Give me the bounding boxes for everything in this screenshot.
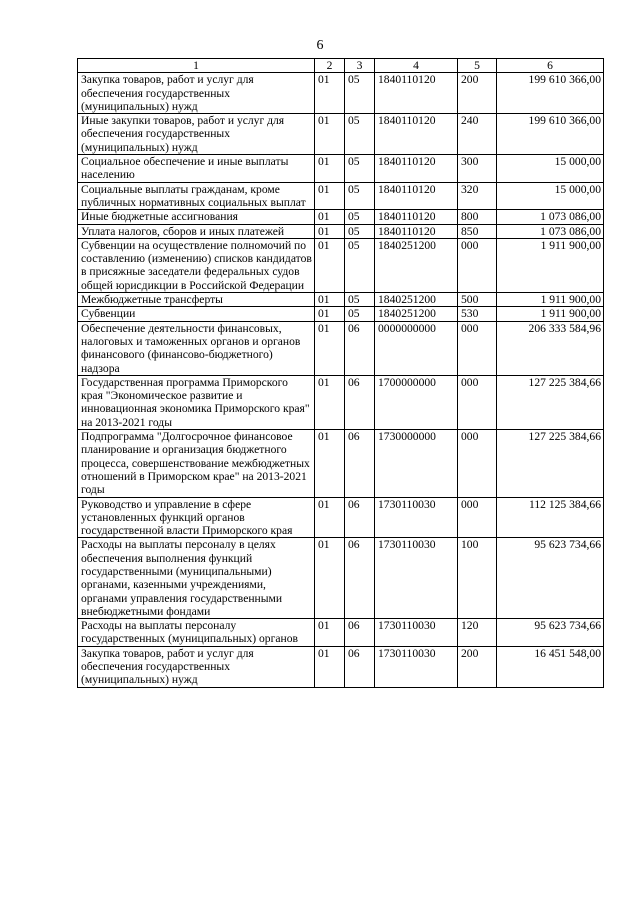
table-row xyxy=(78,224,604,238)
row-code-4: 1730110030 xyxy=(375,538,458,619)
table-row xyxy=(78,238,604,292)
row-name: Руководство и управление в сфере установленных функций органов государственной власти Приморского края xyxy=(78,497,315,538)
row-code-4: 0000000000 xyxy=(375,321,458,375)
row-code-5: 120 xyxy=(458,619,497,647)
row-code-4: 1840251200 xyxy=(375,293,458,307)
row-amount: 1 073 086,00 xyxy=(497,224,604,238)
row-name: Подпрограмма "Долгосрочное финансовое планирование и организация бюджетного процесса, совершенствование межбюджетных отношений в Приморском крае" на 2013-2021 годы xyxy=(78,430,315,497)
table-row xyxy=(78,73,604,114)
row-code-2: 01 xyxy=(315,307,345,321)
row-name: Уплата налогов, сборов и иных платежей xyxy=(78,224,315,238)
row-code-5: 800 xyxy=(458,210,497,224)
table-row xyxy=(78,538,604,619)
row-code-2: 01 xyxy=(315,182,345,210)
row-code-3: 06 xyxy=(345,619,375,647)
row-code-3: 06 xyxy=(345,321,375,375)
row-code-2: 01 xyxy=(315,293,345,307)
row-code-3: 05 xyxy=(345,114,375,155)
table-row xyxy=(78,375,604,429)
row-name: Межбюджетные трансферты xyxy=(78,293,315,307)
row-code-5: 320 xyxy=(458,182,497,210)
table-row xyxy=(78,155,604,183)
row-code-4: 1730110030 xyxy=(375,497,458,538)
page-number: 6 xyxy=(316,38,324,53)
row-name: Государственная программа Приморского края "Экономическое развитие и инновационная экономика Приморского края" на 2013-2021 годы xyxy=(78,375,315,429)
header-col-2: 2 xyxy=(315,59,345,73)
row-code-3: 05 xyxy=(345,238,375,292)
row-code-3: 06 xyxy=(345,538,375,619)
row-amount: 15 000,00 xyxy=(497,155,604,183)
row-name: Закупка товаров, работ и услуг для обеспечения государственных (муниципальных) нужд xyxy=(78,646,315,687)
row-code-2: 01 xyxy=(315,646,345,687)
row-code-5: 850 xyxy=(458,224,497,238)
row-code-3: 05 xyxy=(345,307,375,321)
row-name: Закупка товаров, работ и услуг для обеспечения государственных (муниципальных) нужд xyxy=(78,73,315,114)
row-code-4: 1730110030 xyxy=(375,619,458,647)
row-code-5: 500 xyxy=(458,293,497,307)
row-code-2: 01 xyxy=(315,375,345,429)
header-col-1: 1 xyxy=(78,59,315,73)
row-code-2: 01 xyxy=(315,497,345,538)
row-code-4: 1840251200 xyxy=(375,238,458,292)
row-code-3: 05 xyxy=(345,210,375,224)
row-code-2: 01 xyxy=(315,538,345,619)
table-row xyxy=(78,293,604,307)
table-body xyxy=(78,73,604,687)
budget-table xyxy=(77,58,604,688)
row-code-5: 000 xyxy=(458,321,497,375)
row-amount: 127 225 384,66 xyxy=(497,430,604,497)
table-row xyxy=(78,497,604,538)
row-code-3: 05 xyxy=(345,155,375,183)
row-code-5: 000 xyxy=(458,497,497,538)
row-name: Социальное обеспечение и иные выплаты населению xyxy=(78,155,315,183)
row-code-5: 200 xyxy=(458,646,497,687)
row-code-4: 1840110120 xyxy=(375,114,458,155)
header-col-3: 3 xyxy=(345,59,375,73)
row-name: Иные закупки товаров, работ и услуг для обеспечения государственных (муниципальных) нужд xyxy=(78,114,315,155)
row-amount: 16 451 548,00 xyxy=(497,646,604,687)
row-code-2: 01 xyxy=(315,73,345,114)
row-amount: 199 610 366,00 xyxy=(497,114,604,155)
table-row xyxy=(78,430,604,497)
row-code-2: 01 xyxy=(315,224,345,238)
row-amount: 127 225 384,66 xyxy=(497,375,604,429)
row-name: Расходы на выплаты персоналу государственных (муниципальных) органов xyxy=(78,619,315,647)
table-row xyxy=(78,182,604,210)
row-code-2: 01 xyxy=(315,114,345,155)
row-code-5: 200 xyxy=(458,73,497,114)
table-row xyxy=(78,619,604,647)
header-row xyxy=(78,59,604,73)
row-name: Расходы на выплаты персоналу в целях обеспечения выполнения функций государственными (муниципальными) органами, казенными учреждениями, органами управления государственными внебюджетными фондами xyxy=(78,538,315,619)
row-amount: 199 610 366,00 xyxy=(497,73,604,114)
row-amount: 15 000,00 xyxy=(497,182,604,210)
row-code-2: 01 xyxy=(315,238,345,292)
table-row xyxy=(78,646,604,687)
row-amount: 1 073 086,00 xyxy=(497,210,604,224)
row-amount: 112 125 384,66 xyxy=(497,497,604,538)
table-row xyxy=(78,321,604,375)
row-code-5: 100 xyxy=(458,538,497,619)
header-col-4: 4 xyxy=(375,59,458,73)
row-code-3: 06 xyxy=(345,497,375,538)
row-code-4: 1730110030 xyxy=(375,646,458,687)
row-code-4: 1840110120 xyxy=(375,182,458,210)
row-code-4: 1840251200 xyxy=(375,307,458,321)
row-name: Социальные выплаты гражданам, кроме публичных нормативных социальных выплат xyxy=(78,182,315,210)
row-code-2: 01 xyxy=(315,321,345,375)
row-code-5: 000 xyxy=(458,375,497,429)
row-code-3: 06 xyxy=(345,430,375,497)
table-row xyxy=(78,114,604,155)
row-code-4: 1730000000 xyxy=(375,430,458,497)
row-name: Субвенции xyxy=(78,307,315,321)
row-amount: 1 911 900,00 xyxy=(497,238,604,292)
row-amount: 206 333 584,96 xyxy=(497,321,604,375)
header-col-5: 5 xyxy=(458,59,497,73)
row-amount: 95 623 734,66 xyxy=(497,619,604,647)
header-col-6: 6 xyxy=(497,59,604,73)
row-name: Субвенции на осуществление полномочий по составлению (изменению) списков кандидатов в присяжные заседатели федеральных судов общей юрисдикции в Российской Федерации xyxy=(78,238,315,292)
row-code-3: 06 xyxy=(345,646,375,687)
row-code-3: 05 xyxy=(345,293,375,307)
row-code-5: 000 xyxy=(458,430,497,497)
row-amount: 1 911 900,00 xyxy=(497,307,604,321)
row-code-4: 1700000000 xyxy=(375,375,458,429)
row-name: Обеспечение деятельности финансовых, налоговых и таможенных органов и органов финансового (финансово-бюджетного) надзора xyxy=(78,321,315,375)
row-code-5: 300 xyxy=(458,155,497,183)
row-amount: 95 623 734,66 xyxy=(497,538,604,619)
table-row xyxy=(78,307,604,321)
table-row xyxy=(78,210,604,224)
row-code-4: 1840110120 xyxy=(375,73,458,114)
row-code-2: 01 xyxy=(315,155,345,183)
row-code-3: 05 xyxy=(345,73,375,114)
row-code-5: 530 xyxy=(458,307,497,321)
row-code-4: 1840110120 xyxy=(375,210,458,224)
row-amount: 1 911 900,00 xyxy=(497,293,604,307)
row-code-4: 1840110120 xyxy=(375,155,458,183)
row-code-3: 06 xyxy=(345,375,375,429)
row-code-5: 240 xyxy=(458,114,497,155)
row-code-3: 05 xyxy=(345,224,375,238)
row-code-2: 01 xyxy=(315,210,345,224)
row-code-2: 01 xyxy=(315,619,345,647)
row-code-3: 05 xyxy=(345,182,375,210)
row-code-5: 000 xyxy=(458,238,497,292)
row-code-2: 01 xyxy=(315,430,345,497)
row-code-4: 1840110120 xyxy=(375,224,458,238)
row-name: Иные бюджетные ассигнования xyxy=(78,210,315,224)
